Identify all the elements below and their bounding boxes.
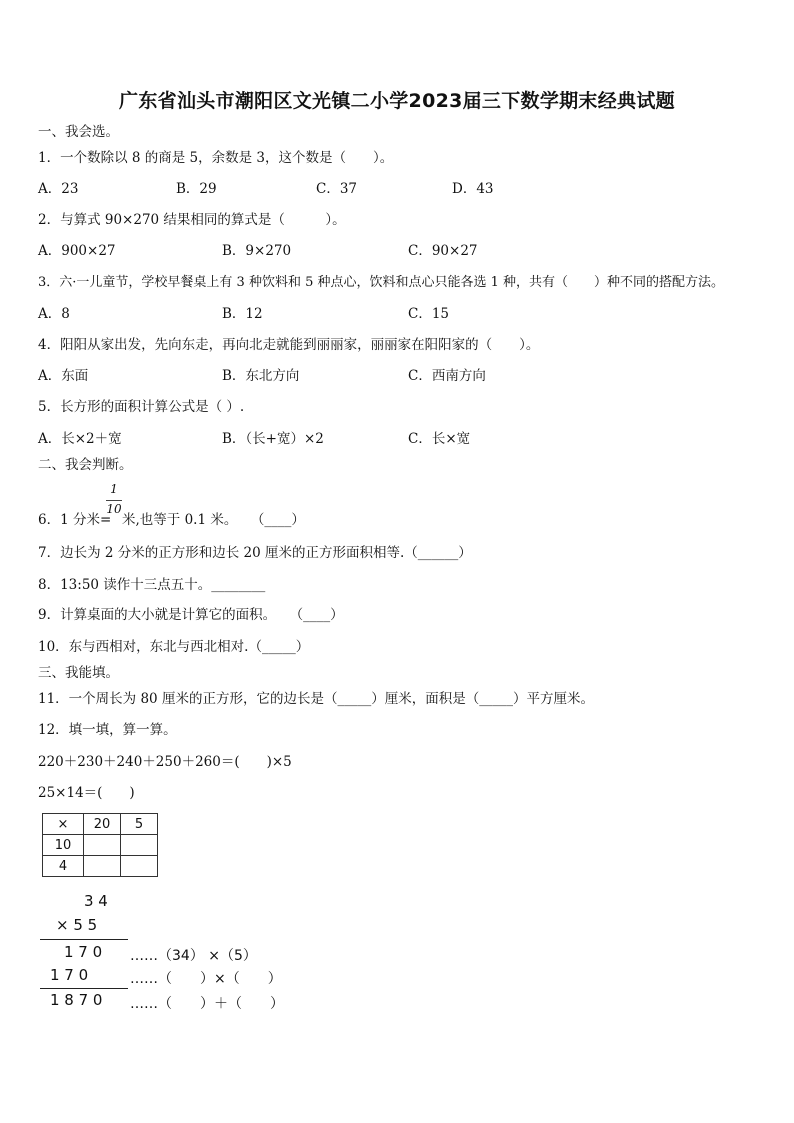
multiplication-grid: [42, 813, 158, 877]
vmul-multiplier: × 5 5: [56, 916, 98, 934]
grid-header-times: ×: [43, 814, 84, 835]
question-5: 5．长方形的面积计算公式是（ ）.: [38, 399, 245, 415]
page-title: 广东省汕头市潮阳区文光镇二小学2023届三下数学期末经典试题: [119, 90, 675, 112]
question-4: 4．阳阳从家出发，先向东走，再向北走就能到丽丽家，丽丽家在阳阳家的（ ）。: [38, 337, 540, 353]
fraction-numerator: 1: [110, 482, 118, 496]
q2-option-b[interactable]: B．9×270: [222, 243, 292, 259]
vmul-partial-2: 1 7 0: [50, 966, 89, 984]
question-3: 3．六·一儿童节，学校早餐桌上有 3 种饮料和 5 种点心，饮料和点心只能各选 1 种，共有（ ）种不同的搭配方法。: [38, 275, 725, 290]
question-11: 11．一个周长为 80 厘米的正方形，它的边长是（_____）厘米，面积是（_____）平方厘米。: [38, 691, 594, 707]
grid-row-4: 4: [43, 856, 84, 877]
q1-option-b[interactable]: B．29: [176, 181, 217, 197]
grid-cell-blank[interactable]: [84, 835, 121, 856]
section-heading-fill: 三、我能填。: [38, 665, 119, 681]
grid-cell-blank[interactable]: [121, 835, 158, 856]
vmul-sum: 1 8 7 0: [50, 991, 103, 1009]
vmul-multiplicand: 3 4: [84, 892, 108, 910]
question-10: 10．东与西相对，东北与西北相对.（_____）: [38, 639, 310, 655]
expression-sum: 220＋230＋240＋250＋260＝( )×5: [38, 754, 292, 770]
q1-option-c[interactable]: C．37: [316, 181, 358, 197]
fraction-denominator: 10: [106, 502, 122, 516]
q1-option-a[interactable]: A．23: [38, 181, 79, 197]
vmul-line-2: [40, 988, 128, 989]
q1-option-d[interactable]: D．43: [452, 181, 494, 197]
q5-option-a[interactable]: A．长×2＋宽: [38, 431, 122, 447]
grid-cell-blank[interactable]: [84, 856, 121, 877]
vmul-note-1: ……（34） ×（5）: [130, 948, 257, 964]
expression-product: 25×14＝( ): [38, 785, 135, 801]
grid-cell-blank[interactable]: [121, 856, 158, 877]
q4-option-c[interactable]: C．西南方向: [408, 368, 486, 384]
section-heading-judge: 二、我会判断。: [38, 457, 133, 473]
q3-option-a[interactable]: A．8: [38, 306, 70, 322]
grid-header-20: 20: [84, 814, 121, 835]
q5-option-b[interactable]: B．（长+宽）×2: [222, 431, 324, 447]
question-1: 1．一个数除以 8 的商是 5，余数是 3，这个数是（ ）。: [38, 150, 394, 166]
q3-option-c[interactable]: C．15: [408, 306, 450, 322]
q2-option-a[interactable]: A．900×27: [38, 243, 116, 259]
question-2: 2．与算式 90×270 结果相同的算式是（ ）。: [38, 212, 346, 228]
fraction-bar: [106, 500, 122, 501]
q4-option-b[interactable]: B．东北方向: [222, 368, 300, 384]
vmul-partial-1: 1 7 0: [64, 943, 103, 961]
q5-option-c[interactable]: C．长×宽: [408, 431, 471, 447]
question-9: 9．计算桌面的大小就是计算它的面积。 （____）: [38, 607, 344, 623]
question-7: 7．边长为 2 分米的正方形和边长 20 厘米的正方形面积相等.（______）: [38, 545, 472, 561]
grid-row-10: 10: [43, 835, 84, 856]
question-12: 12．填一填，算一算。: [38, 722, 177, 738]
vmul-line-1: [40, 939, 128, 940]
question-6-suffix: 米,也等于 0.1 米。 （____）: [122, 512, 305, 528]
vmul-note-3: ……（ ）＋（ ）: [130, 996, 284, 1012]
q3-option-b[interactable]: B．12: [222, 306, 263, 322]
q2-option-c[interactable]: C．90×27: [408, 243, 478, 259]
section-heading-choose: 一、我会选。: [38, 124, 119, 140]
vmul-note-2: ……（ ）×（ ）: [130, 971, 282, 987]
question-6-prefix: 6．1 分米=: [38, 512, 112, 528]
grid-header-5: 5: [121, 814, 158, 835]
question-8: 8．13:50 读作十三点五十。________: [38, 577, 266, 593]
q4-option-a[interactable]: A．东面: [38, 368, 89, 384]
